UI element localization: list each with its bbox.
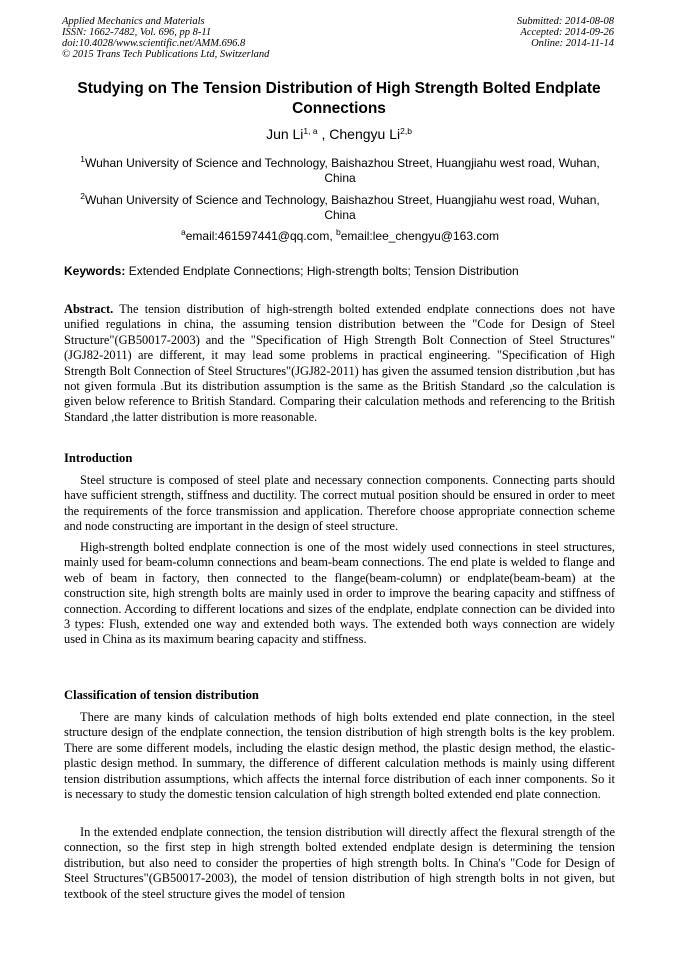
classification-paragraph-1: There are many kinds of calculation methods of high bolts extended end plate connection, in the steel structure design of the endplate connection, the tension distribution of high strength bolts is the key problem. There are some different models, including the elastic design method, the plastic design method, the elastic-plastic design method. In summary, the difference of different calculation methods is mainly using different tension distribution assumptions, which affects the internal force distribution of each inner components. So it is necessary to study the domestic tension calculation of high strength bolted extended end plate connection. <box>64 710 615 802</box>
journal-copyright: © 2015 Trans Tech Publications Ltd, Switzerland <box>62 49 270 60</box>
abstract-text: The tension distribution of high-strength bolted extended endplate connections does not have unified regulations in china, the assuming tension distribution between the "Code for Design of Steel Structure"(GB50017-2003) and the "Specification of High Strength Bolt Connection of Steel Structures"(JGJ82-2011) are different, it may lead some problems in practical engineering. "Specification of High Strength Bolt Connection of Steel Structures"(JGJ82-2011) has given the assumed tension distribution ,but has not given formula .But its distribution assumption is the same as the British Standard ,so the calculation is given below reference to British Standard. Comparing their calculation methods and referencing to the British Standard ,the latter distribution is more reasonable. <box>64 302 615 424</box>
journal-header-right <box>517 16 614 49</box>
section-heading-classification: Classification of tension distribution <box>64 688 259 702</box>
online-date: Online: 2014-11-14 <box>531 38 614 49</box>
email-a-sup: a <box>180 227 186 237</box>
journal-header-left <box>62 16 269 60</box>
abstract-label: Abstract. <box>64 302 114 316</box>
affiliation-2-text: Wuhan University of Science and Technology, Baishazhou Street, Huangjiahu west road, Wuhan, China <box>84 193 600 222</box>
author-separator: , <box>317 126 330 142</box>
abstract-paragraph <box>64 302 615 425</box>
paper-title: Studying on The Tension Distribution of High Strength Bolted Endplate Connections <box>77 80 601 117</box>
keywords <box>64 264 616 279</box>
author-1: Jun Li <box>266 126 304 142</box>
author-2-sup: 2,b <box>400 126 412 136</box>
affiliation-2 <box>64 193 616 223</box>
affiliation-1-text: Wuhan University of Science and Technology, Baishazhou Street, Huangjiahu west road, Wuhan, China <box>84 156 600 185</box>
author-2: Chengyu Li <box>329 126 401 142</box>
section-heading-introduction: Introduction <box>64 451 133 465</box>
email-line <box>64 229 616 244</box>
journal-doi: doi:10.4028/www.scientific.net/AMM.696.8 <box>62 38 246 49</box>
email-a: email:461597441@qq.com, <box>185 229 336 243</box>
author-1-sup: 1, a <box>303 126 318 136</box>
keywords-label: Keywords: <box>64 264 126 278</box>
affiliation-1-sup: 1 <box>80 154 85 164</box>
email-b-sup: b <box>336 227 341 237</box>
email-b: email:lee_chengyu@163.com <box>340 229 500 243</box>
submitted-date: Submitted: 2014-08-08 <box>516 16 614 27</box>
classification-paragraph-2: In the extended endplate connection, the tension distribution will directly affect the flexural strength of the connection, so the first step in high strength bolted extended endplate design is determining the tension distribution, but also need to consider the properties of high strength bolts. In China's "Code for Design of Steel Structures"(GB50017-2003), the model of tension distribution of high strength bolts in not given, but textbook of the steel structure gives the model of tension <box>64 825 615 901</box>
introduction-paragraph-1: Steel structure is composed of steel plate and necessary connection components. Connecting parts should have sufficient strength, stiffness and ductility. The correct mutual position should be ensured in order to meet the requirements of the force transmission and application. Therefore choose appropriate connection scheme and node constructing are important in the design of steel structure. <box>64 473 615 534</box>
journal-name: Applied Mechanics and Materials <box>62 16 205 27</box>
introduction-paragraph-2: High-strength bolted endplate connection is one of the most widely used connections in steel structures, mainly used for beam-column connections and beam-beam connections. The end plate is welded to flange and web of beam in factory, then connected to the flange(beam-column) or endplate(beam-beam) at the construction site, high strength bolts are mainly used in order to improve the bearing capacity and stiffness of connection. According to different locations and sizes of the endplate, endplate connection can be divided into 3 types: Flush, extended one way and extended both ways. The extended both ways connection are widely used in China as its maximum bearing capacity and stiffness. <box>64 540 615 647</box>
affiliation-1 <box>64 156 616 186</box>
author-line <box>40 125 638 143</box>
accepted-date: Accepted: 2014-09-26 <box>520 27 614 38</box>
journal-issn: ISSN: 1662-7482, Vol. 696, pp 8-11 <box>62 27 212 38</box>
affiliation-2-sup: 2 <box>80 191 85 201</box>
keywords-text: Extended Endplate Connections; High-strength bolts; Tension Distribution <box>125 264 519 278</box>
